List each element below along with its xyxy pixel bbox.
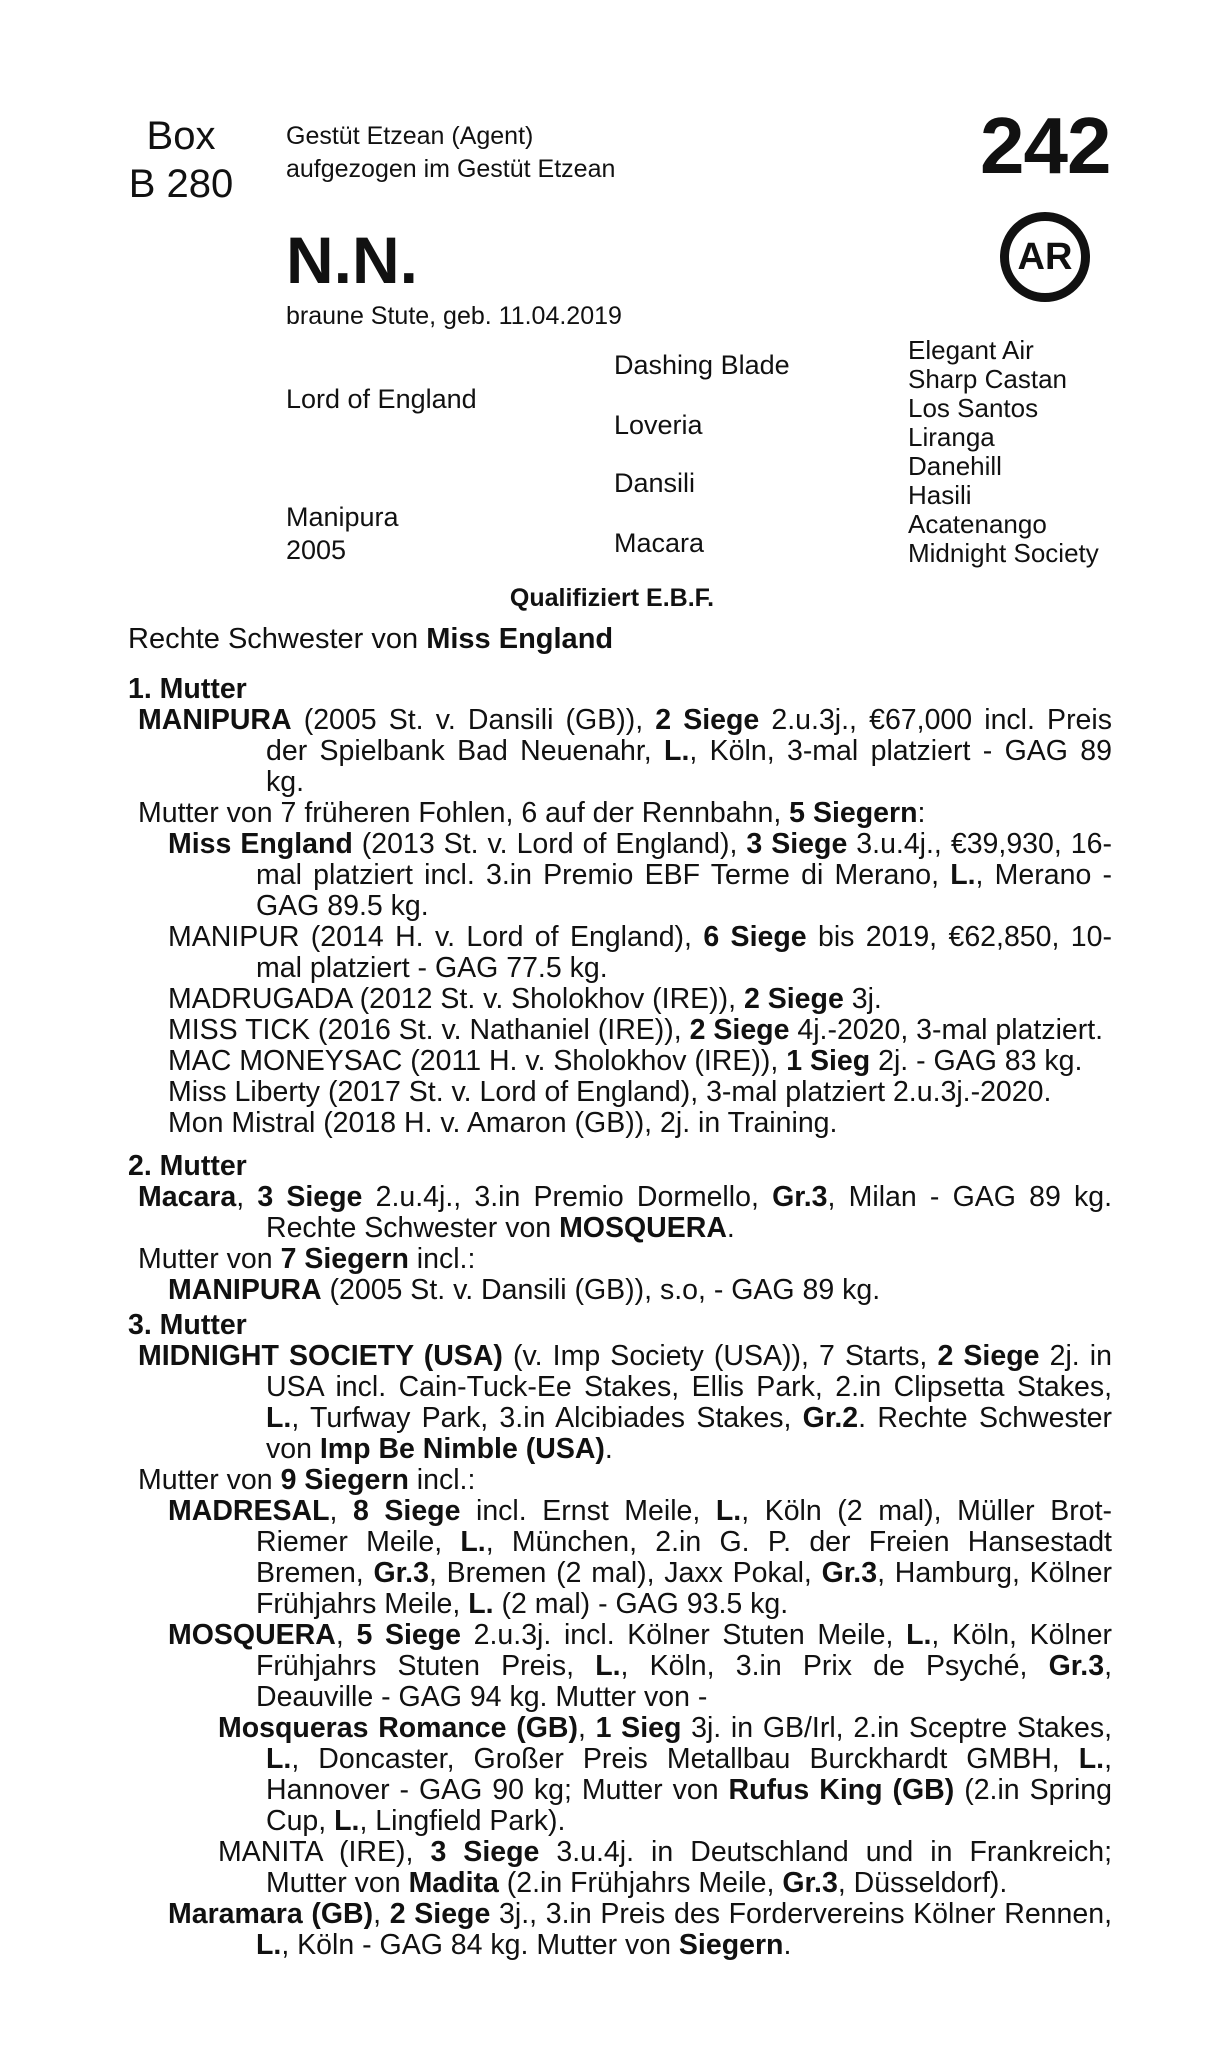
sister-line bbox=[128, 623, 613, 656]
horse-name: N.N. bbox=[286, 223, 418, 297]
bold-text: 6 Siege bbox=[703, 921, 807, 953]
bold-text: 2 Siege bbox=[689, 1014, 790, 1046]
bold-text: Rufus King (GB) bbox=[728, 1774, 955, 1806]
bold-text: MANIPURA bbox=[168, 1274, 322, 1306]
bold-text: Imp Be Nimble (USA) bbox=[319, 1433, 605, 1465]
box-word: Box bbox=[146, 114, 216, 158]
sister-name: Miss England bbox=[426, 623, 614, 655]
gg-8: Midnight Society bbox=[908, 538, 1099, 568]
bold-text: Gr.2 bbox=[802, 1402, 859, 1434]
third-dam-heading: 3. Mutter bbox=[128, 1309, 247, 1341]
gg-3: Los Santos bbox=[908, 393, 1039, 423]
bold-text: Mosqueras Romance (GB) bbox=[218, 1712, 578, 1744]
bold-text: L. bbox=[1078, 1743, 1105, 1775]
bold-text: Gr.3 bbox=[782, 1867, 838, 1899]
third-dam-grand-produce-1: MANITA (IRE), 3 Siege 3.u.4j. in Deutschland und in Frankreich; Mutter von Madita (2.in Frühjahrs Meile, Gr.3, Düsseldorf). bbox=[218, 1836, 1113, 1899]
bold-text: 2 Siege bbox=[937, 1340, 1040, 1372]
lot-number: 242 bbox=[980, 101, 1111, 190]
bred-by: aufgezogen im Gestüt Etzean bbox=[286, 155, 616, 183]
gg-7: Acatenango bbox=[908, 509, 1047, 539]
pedigree-dam-sire: Dansili bbox=[614, 468, 696, 498]
bold-text: MOSQUERA bbox=[168, 1619, 336, 1651]
pedigree-great-grandparents bbox=[908, 336, 1099, 568]
bold-text: L. bbox=[906, 1619, 932, 1651]
first-dam-produce-1: MANIPUR (2014 H. v. Lord of England), 6 Siege bis 2019, €62,850, 10-mal platziert - GAG 77.5 kg. bbox=[168, 921, 1112, 984]
gg-4: Liranga bbox=[908, 422, 995, 452]
bold-text: Macara bbox=[138, 1181, 237, 1213]
bold-text: MANIPURA bbox=[138, 704, 292, 736]
bold-text: Gr.3 bbox=[373, 1557, 429, 1589]
bold-text: Madita bbox=[408, 1867, 499, 1899]
family-content bbox=[128, 668, 1112, 1961]
bold-text: L. bbox=[256, 1929, 282, 1961]
bold-text: 3 Siege bbox=[257, 1181, 363, 1213]
third-dam-grand-produce-0: Mosqueras Romance (GB), 1 Sieg 3j. in GB/Irl, 2.in Sceptre Stakes, L., Doncaster, Großer Preis Metallbau Burckhardt GMBH, L., Hannover - GAG 90 kg; Mutter von Rufus King (GB) (2.in Spring Cup, L., Lingfield Park). bbox=[218, 1712, 1112, 1837]
bold-text: 2 Siege bbox=[743, 983, 844, 1015]
gg-6: Hasili bbox=[908, 480, 972, 510]
horse-description: braune Stute, geb. 11.04.2019 bbox=[286, 302, 622, 330]
first-dam-produce-6: Mon Mistral (2018 H. v. Amaron (GB)), 2j. in Training. bbox=[168, 1107, 838, 1139]
third-dam-produce-intro: Mutter von 9 Siegern incl.: bbox=[138, 1464, 476, 1496]
pedigree-dam: Manipura bbox=[286, 502, 399, 532]
gg-2: Sharp Castan bbox=[908, 364, 1067, 394]
first-dam-produce-3: MISS TICK (2016 St. v. Nathaniel (IRE)), 2 Siege 4j.-2020, 3-mal platziert. bbox=[168, 1014, 1104, 1046]
consignor: Gestüt Etzean (Agent) bbox=[286, 122, 534, 150]
pedigree-sire: Lord of England bbox=[286, 384, 477, 414]
pedigree-sire-dam: Loveria bbox=[614, 410, 703, 440]
bold-text: MOSQUERA bbox=[559, 1212, 727, 1244]
third-dam-produce-last: Maramara (GB), 2 Siege 3j., 3.in Preis des Fordervereins Kölner Rennen, L., Köln - GAG 84 kg. Mutter von Siegern. bbox=[168, 1898, 1112, 1961]
first-dam-produce-2: MADRUGADA (2012 St. v. Sholokhov (IRE)), 2 Siege 3j. bbox=[168, 983, 882, 1015]
sister-prefix: Rechte Schwester von bbox=[128, 623, 427, 655]
bold-text: 1 Sieg bbox=[595, 1712, 682, 1744]
qualification: Qualifiziert E.B.F. bbox=[509, 584, 715, 612]
pedigree-dam-year: 2005 bbox=[286, 535, 347, 565]
bold-text: L. bbox=[460, 1526, 486, 1558]
bold-text: 5 Siegern bbox=[789, 797, 918, 829]
first-dam-heading: 1. Mutter bbox=[128, 673, 247, 705]
bold-text: 3 Siege bbox=[746, 828, 848, 860]
bold-text: 1 Sieg bbox=[786, 1045, 871, 1077]
first-dam-produce-intro: Mutter von 7 früheren Fohlen, 6 auf der Rennbahn, 5 Siegern: bbox=[138, 797, 926, 829]
pedigree-dam-dam: Macara bbox=[614, 528, 705, 558]
bold-text: 9 Siegern bbox=[280, 1464, 409, 1496]
bold-text: L. bbox=[664, 735, 690, 767]
bold-text: 5 Siege bbox=[356, 1619, 461, 1651]
bold-text: 3 Siege bbox=[430, 1836, 540, 1868]
box-number: B 280 bbox=[128, 162, 234, 206]
box-label bbox=[126, 112, 236, 208]
bold-text: 7 Siegern bbox=[280, 1243, 409, 1275]
bold-text: Maramara (GB) bbox=[168, 1898, 374, 1930]
gg-5: Danehill bbox=[908, 451, 1002, 481]
bold-text: MIDNIGHT SOCIETY (USA) bbox=[138, 1340, 503, 1372]
bold-text: L. bbox=[266, 1402, 292, 1434]
bold-text: Gr.3 bbox=[821, 1557, 878, 1589]
ar-badge: AR bbox=[1000, 212, 1090, 302]
gg-1: Elegant Air bbox=[908, 335, 1034, 365]
pedigree-sire-sire: Dashing Blade bbox=[614, 350, 790, 380]
bold-text: MADRESAL bbox=[168, 1495, 330, 1527]
bold-text: L. bbox=[266, 1743, 292, 1775]
bold-text: L. bbox=[334, 1805, 360, 1837]
second-dam-heading: 2. Mutter bbox=[128, 1150, 247, 1182]
first-dam-produce-4: MAC MONEYSAC (2011 H. v. Sholokhov (IRE)), 1 Sieg 2j. - GAG 83 kg. bbox=[168, 1045, 1083, 1077]
bold-text: 8 Siege bbox=[352, 1495, 461, 1527]
bold-text: L. bbox=[595, 1650, 621, 1682]
second-dam-produce-intro: Mutter von 7 Siegern incl.: bbox=[138, 1243, 476, 1275]
bold-text: Miss England bbox=[168, 828, 353, 860]
bold-text: L. bbox=[715, 1495, 742, 1527]
first-dam-produce-0: Miss England (2013 St. v. Lord of England), 3 Siege 3.u.4j., €39,930, 16-mal platziert incl. 3.in Premio EBF Terme di Merano, L., Merano - GAG 89.5 kg. bbox=[168, 828, 1112, 922]
first-dam-intro: MANIPURA (2005 St. v. Dansili (GB)), 2 Siege 2.u.3j., €67,000 incl. Preis der Spielbank Bad Neuenahr, L., Köln, 3-mal platziert - GAG 89 kg. bbox=[138, 704, 1112, 798]
bold-text: 2 Siege bbox=[389, 1898, 491, 1930]
bold-text: 2 Siege bbox=[655, 704, 760, 736]
third-dam-produce-0: MADRESAL, 8 Siege incl. Ernst Meile, L., Köln (2 mal), Müller Brot-Riemer Meile, L., München, 2.in G. P. der Freien Hansestadt Bremen, Gr.3, Bremen (2 mal), Jaxx Pokal, Gr.3, Hamburg, Kölner Frühjahrs Meile, L. (2 mal) - GAG 93.5 kg. bbox=[168, 1495, 1113, 1620]
third-dam-produce-1: MOSQUERA, 5 Siege 2.u.3j. incl. Kölner Stuten Meile, L., Köln, Kölner Frühjahrs Stuten Preis, L., Köln, 3.in Prix de Psyché, Gr.3, Deauville - GAG 94 kg. Mutter von - bbox=[168, 1619, 1113, 1713]
first-dam-produce-5: Miss Liberty (2017 St. v. Lord of England), 3-mal platziert 2.u.3j.-2020. bbox=[168, 1076, 1052, 1108]
breeder-info bbox=[286, 120, 615, 186]
bold-text: Gr.3 bbox=[772, 1181, 828, 1213]
bold-text: L. bbox=[950, 859, 976, 891]
bold-text: Siegern bbox=[678, 1929, 784, 1961]
bold-text: L. bbox=[468, 1588, 494, 1620]
second-dam-intro: Macara, 3 Siege 2.u.4j., 3.in Premio Dormello, Gr.3, Milan - GAG 89 kg. Rechte Schwester von MOSQUERA. bbox=[138, 1181, 1113, 1244]
bold-text: Gr.3 bbox=[1048, 1650, 1105, 1682]
second-dam-produce-0: MANIPURA (2005 St. v. Dansili (GB)), s.o, - GAG 89 kg. bbox=[168, 1274, 881, 1306]
third-dam-intro: MIDNIGHT SOCIETY (USA) (v. Imp Society (USA)), 7 Starts, 2 Siege 2j. in USA incl. Cain-Tuck-Ee Stakes, Ellis Park, 2.in Clipsetta Stakes, L., Turfway Park, 3.in Alcibiades Stakes, Gr.2. Rechte Schwester von Imp Be Nimble (USA). bbox=[138, 1340, 1112, 1465]
